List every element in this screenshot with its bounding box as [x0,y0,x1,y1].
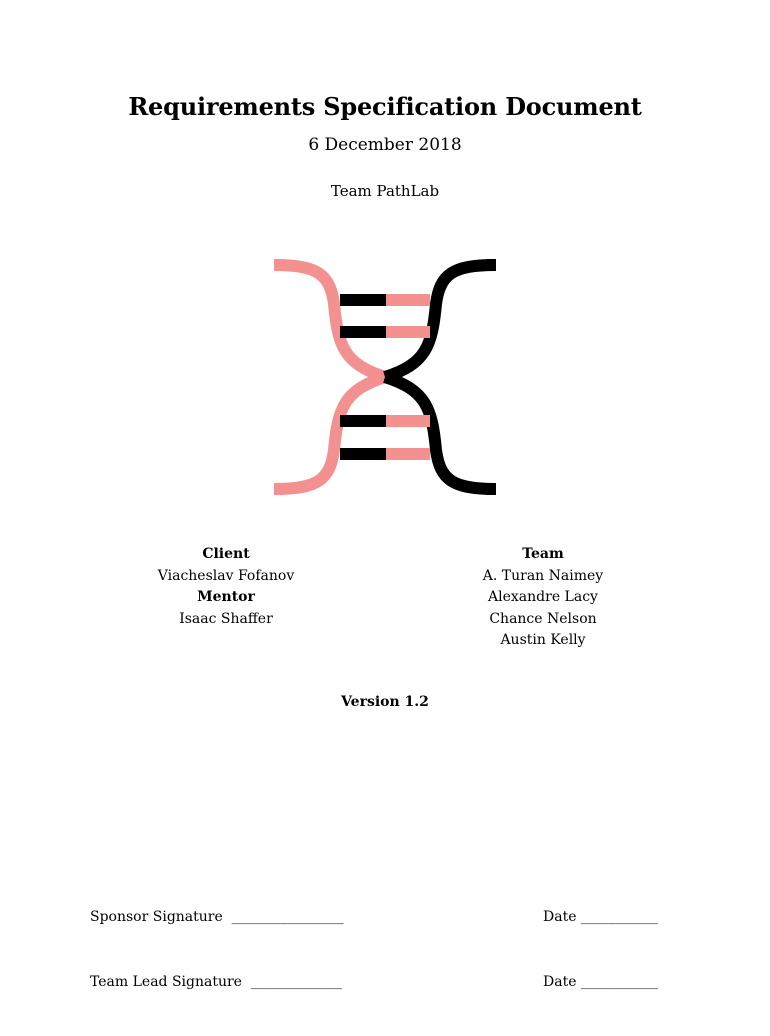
signature-lines [90,864,344,1036]
mentor-heading: Mentor [197,589,255,605]
team-heading: Team [522,546,564,562]
mentor-name: Isaac Shaffer [179,610,273,627]
date-line-1: Date ___________ [543,909,658,925]
team-lead-signature-line: Team Lead Signature _____________ [90,973,342,990]
team-name: Team PathLab [330,182,440,200]
version-label: Version 1.2 [341,694,429,710]
team-section [443,544,643,652]
document-date: 6 December 2018 [308,135,462,155]
sponsor-signature-line: Sponsor Signature ________________ [90,909,344,925]
page-title: Requirements Specification Document [128,92,642,121]
dna-helix-logo-icon [272,256,498,498]
team-member: Austin Kelly [500,632,586,648]
team-member: A. Turan Naimey [482,567,604,584]
client-section [126,544,326,630]
team-member: Chance Nelson [489,610,597,627]
client-heading: Client [202,546,250,562]
date-line-2: Date ___________ [543,973,658,990]
client-name: Viacheslav Fofanov [157,567,295,584]
team-member: Alexandre Lacy [488,589,598,605]
date-lines [543,864,658,1036]
